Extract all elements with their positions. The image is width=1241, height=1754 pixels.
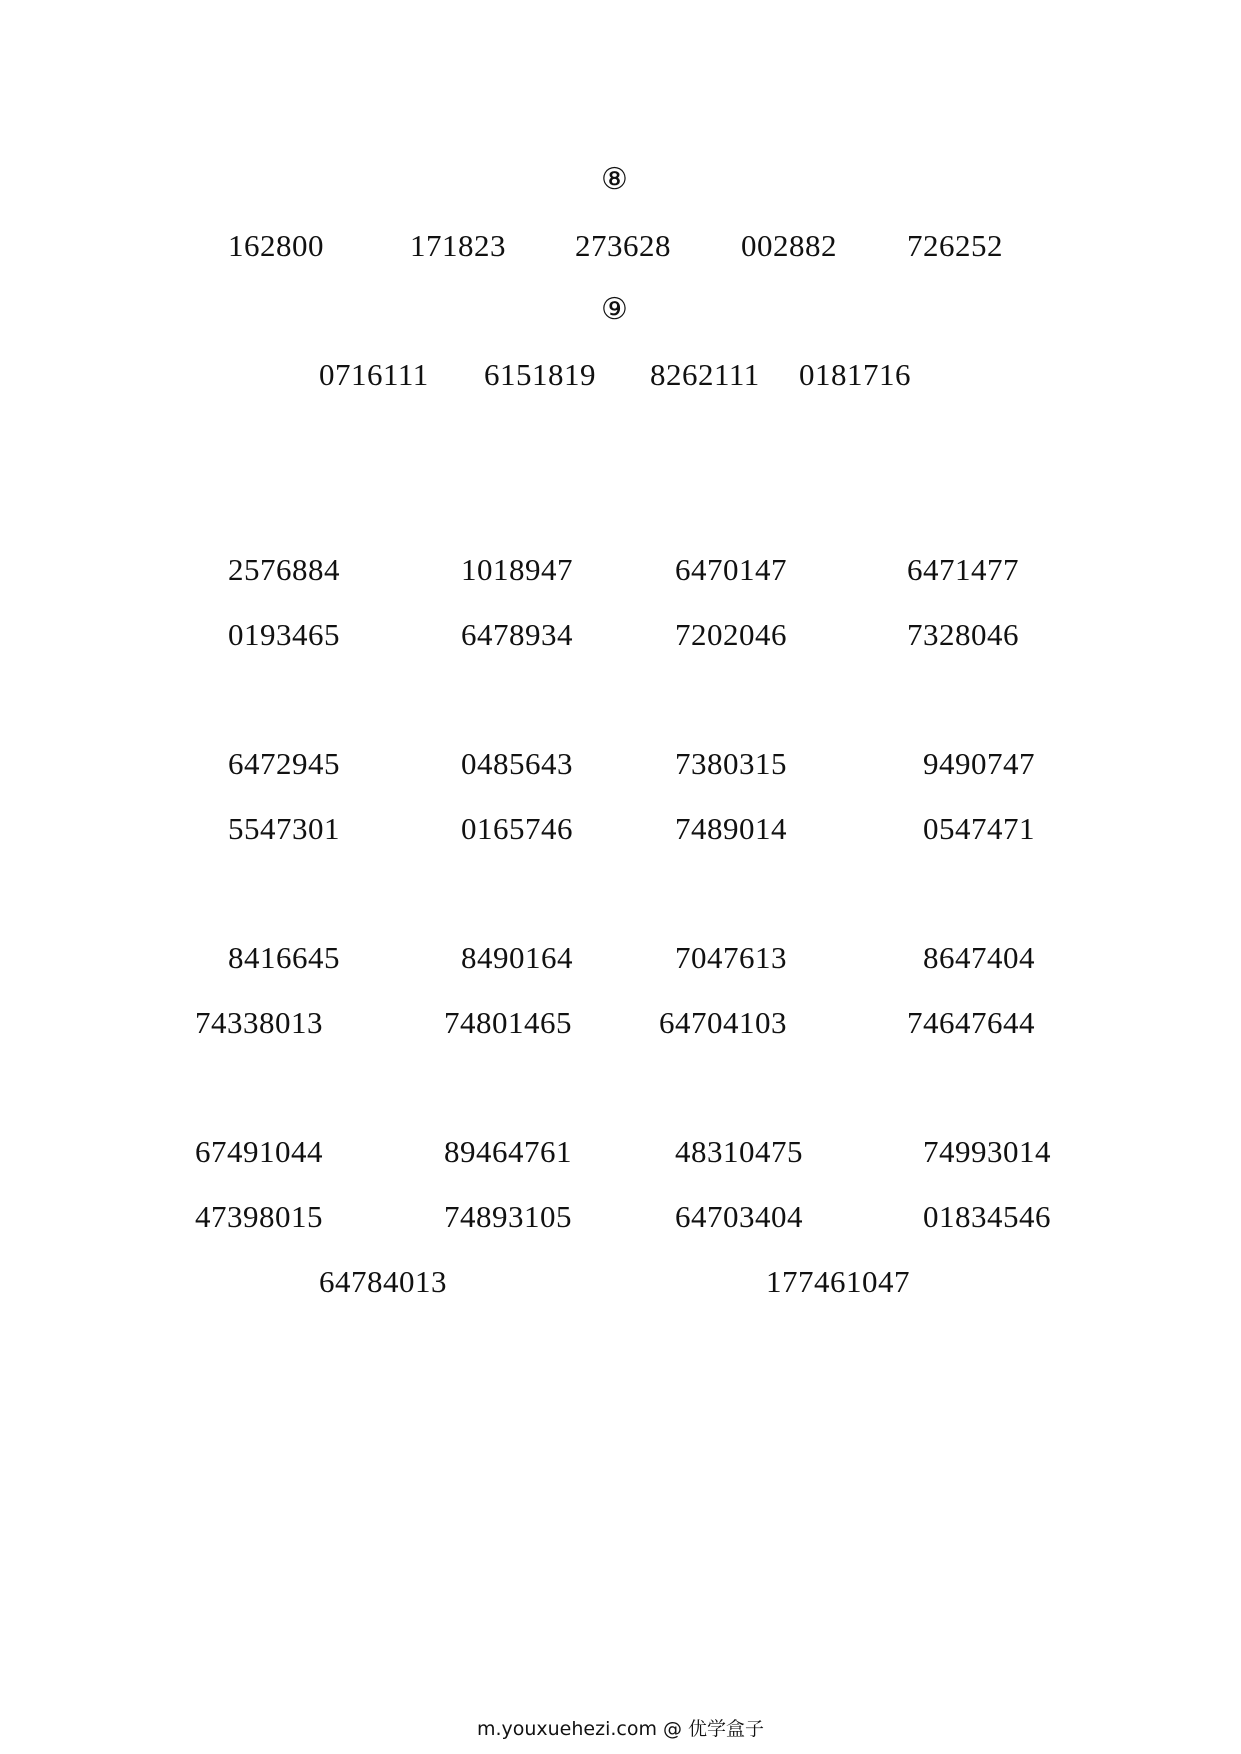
group-3-row-1-number-2: 8490164	[461, 940, 573, 975]
group-3-row-1-number-1: 8416645	[228, 940, 340, 975]
section-8-number-3: 273628	[575, 228, 671, 263]
group-2-row-2-number-4: 0547471	[923, 811, 1035, 846]
group-2-row-1-number-2: 0485643	[461, 746, 573, 781]
group-4-row-1-number-4: 74993014	[923, 1134, 1051, 1169]
group-2-row-1-number-3: 7380315	[675, 746, 787, 781]
section-8-number-5: 726252	[907, 228, 1003, 263]
group-2-row-1-number-1: 6472945	[228, 746, 340, 781]
group-3-row-2-number-2: 74801465	[444, 1005, 572, 1040]
group-1-row-1-number-2: 1018947	[461, 552, 573, 587]
section-8-number-2: 171823	[410, 228, 506, 263]
section-8-marker: ⑧	[601, 162, 628, 197]
group-1-row-1-number-3: 6470147	[675, 552, 787, 587]
group-4-row-2-number-1: 47398015	[195, 1199, 323, 1234]
group-1-row-2-number-2: 6478934	[461, 617, 573, 652]
group-2-row-1-number-4: 9490747	[923, 746, 1035, 781]
section-9-marker: ⑨	[601, 292, 628, 327]
group-3-row-2-number-3: 64704103	[659, 1005, 787, 1040]
section-9-number-2: 6151819	[484, 357, 596, 392]
group-4-row-1-number-3: 48310475	[675, 1134, 803, 1169]
section-8-number-4: 002882	[741, 228, 837, 263]
group-4-row-1-number-1: 67491044	[195, 1134, 323, 1169]
group-1-row-1-number-1: 2576884	[228, 552, 340, 587]
group-4-row-1-number-2: 89464761	[444, 1134, 572, 1169]
group-2-row-2-number-2: 0165746	[461, 811, 573, 846]
group-3-row-1-number-4: 8647404	[923, 940, 1035, 975]
section-8-number-1: 162800	[228, 228, 324, 263]
group-3-row-2-number-4: 74647644	[907, 1005, 1035, 1040]
section-9-number-3: 8262111	[650, 357, 760, 392]
section-9-number-4: 0181716	[799, 357, 911, 392]
group-1-row-2-number-4: 7328046	[907, 617, 1019, 652]
group-4-row-2-number-2: 74893105	[444, 1199, 572, 1234]
group-3-row-1-number-3: 7047613	[675, 940, 787, 975]
group-1-row-2-number-1: 0193465	[228, 617, 340, 652]
group-2-row-2-number-3: 7489014	[675, 811, 787, 846]
section-9-number-1: 0716111	[319, 357, 429, 392]
group-3-row-2-number-1: 74338013	[195, 1005, 323, 1040]
group-2-row-2-number-1: 5547301	[228, 811, 340, 846]
group-4-row-2-number-4: 01834546	[923, 1199, 1051, 1234]
footer-watermark-text: m.youxuehezi.com @ 优学盒子	[476, 1718, 765, 1740]
group-1-row-1-number-4: 6471477	[907, 552, 1019, 587]
group-1-row-2-number-3: 7202046	[675, 617, 787, 652]
last-row-number-1: 64784013	[319, 1264, 447, 1299]
group-4-row-2-number-3: 64703404	[675, 1199, 803, 1234]
last-row-number-2: 177461047	[766, 1264, 910, 1299]
